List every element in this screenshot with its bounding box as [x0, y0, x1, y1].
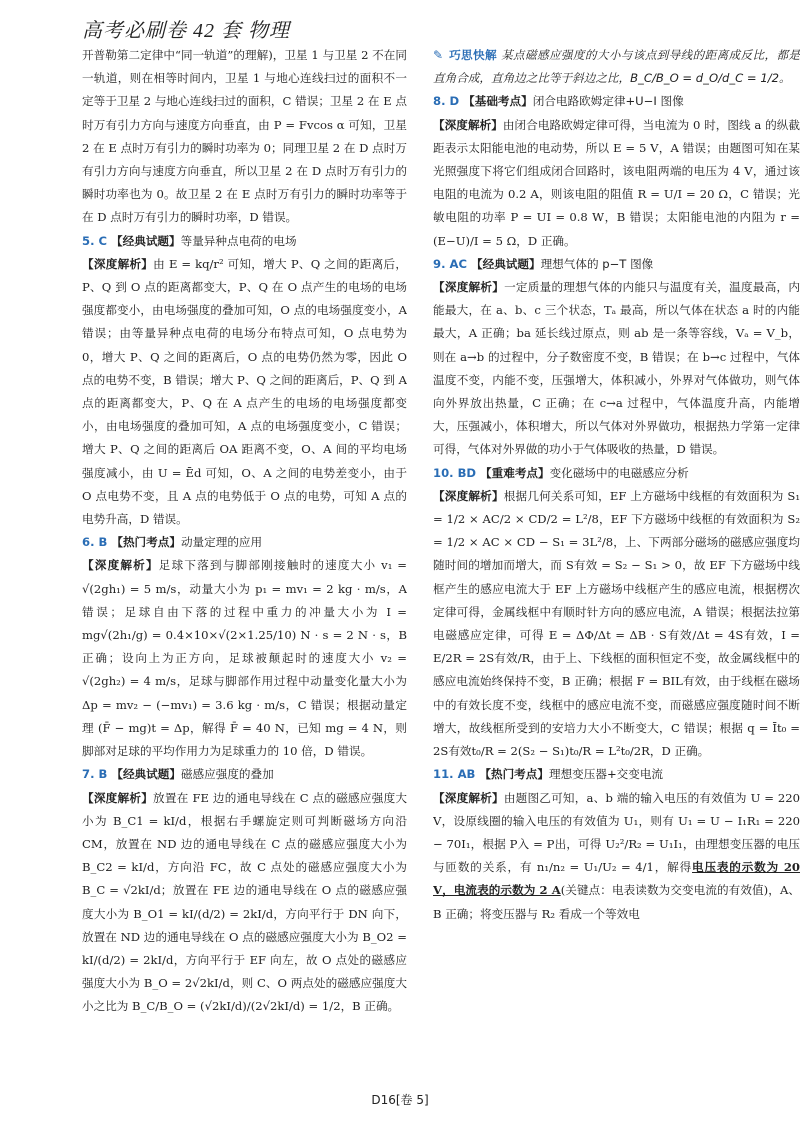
question-7-header [82, 763, 407, 786]
question-5-topic: 等量异种点电荷的电场 [180, 233, 297, 248]
question-5-label: 【深度解析】 [82, 256, 154, 271]
question-11-header [433, 763, 800, 786]
question-8-text: 由闭合电路欧姆定律可得，当电流为 0 时，图线 a 的纵截距表示太阳能电池的电动势，所以 E = 5 V，A 错误；由题图可知在某光照强度下将它们组成闭合回路时，该电阻两端的电压为 4 V，通过该电阻的电流为 0.2 A，则该电阻的阻值 R = U/I = 20 Ω，C 错误；光敏电阻的功率 P = UI = 0.8 W，B 错误；太阳能电池的内阻为 r = (E−U)/I = 5 Ω，D 正确。 [433, 117, 800, 248]
question-7-tag: 【经典试题】 [111, 767, 181, 782]
question-7-text: 放置在 FE 边的通电导线在 C 点的磁感应强度大小为 B_C1 = kI/d，根据右手螺旋定则可判断磁场方向沿 CM，放置在 ND 边的通电导线在 C 点的磁感应强度大小为 B_C2 = kI/d，方向沿 FC，故 C 点处的磁感应强度大小为 B_C = √2kI/d；放置在 FE 边的通电导线在 O 点的磁感应强度大小为 B_O1 = kI/(d/2) = 2kI/d，方向平行于 DN 向下，放置在 ND 边的通电导线在 O 点的磁感应强度大小为 B_O2 = kI/(d/2) = 2kI/d，方向平行于 EF 向左，故 O 点处的磁感应强度大小为 B_O = 2√2kI/d，则 C、O 两点处的磁感应强度大小之比为 B_C/B_O = (√2kI/d)/(2√2kI/d) = 1/2，B 正确。 [82, 790, 407, 1014]
question-9-tag: 【经典试题】 [471, 256, 541, 271]
question-7-number: 7. B [82, 767, 108, 782]
question-9-analysis [433, 276, 800, 462]
question-8-label: 【深度解析】 [433, 117, 503, 132]
question-9-label: 【深度解析】 [433, 280, 505, 295]
pencil-icon: ✎ [433, 48, 444, 62]
quick-tip [433, 44, 800, 90]
question-8-tag: 【基础考点】 [463, 94, 533, 109]
intro-paragraph: 开普勒第二定律中“同一轨道”的理解)，卫星 1 与卫星 2 不在同一轨道，则在相等时间内，卫星 1 与地心连线扫过的面积不一定等于卫星 2 与地心连线扫过的面积，C 错误；卫星 2 在 E 点时万有引力方向与速度方向垂直，由 P = Fvcos α 可知，卫星 2 在 E 点时万有引力的瞬时功率为 0；同理卫星 2 在 D 点时万有引力方向与速度方向垂直，所以卫星 2 在 D 点时万有引力的瞬时功率也为 0。故卫星 2 在 E 点时万有引力的瞬时功率等于在 D 点时万有引力的瞬时功率，D 错误。 [82, 48, 407, 225]
question-10-tag: 【重难考点】 [480, 465, 550, 480]
question-11-underlined: 电压表的示数为 20 V，电流表的示数为 2 A [433, 860, 800, 898]
left-column [82, 44, 407, 1019]
question-10-label: 【深度解析】 [433, 488, 504, 503]
page-footer: D16[卷 5] [371, 1093, 429, 1107]
question-7-label: 【深度解析】 [82, 790, 154, 805]
question-6-tag: 【热门考点】 [111, 535, 181, 550]
question-10-topic: 变化磁场中的电磁感应分析 [549, 465, 689, 480]
question-6-analysis [82, 554, 407, 763]
right-column [433, 44, 800, 926]
question-8-topic: 闭合电路欧姆定律+U−I 图像 [532, 94, 684, 109]
question-11-analysis [433, 787, 800, 926]
question-9-topic: 理想气体的 p−T 图像 [540, 256, 654, 271]
question-9-number: 9. AC [433, 256, 467, 271]
question-5-text: 由 E = kq/r² 可知，增大 P、Q 之间的距离后，P、Q 到 O 点的距离都变大，P、Q 在 O 点产生的电场的电场强度都变小，由电场强度的叠加可知，O 点的电场强度变小，A 错误；由等量异种点电荷的电场分布特点可知，O 点电势为 0，增大 P、Q 之间的距离后，O 点的电势仍然为零，因此 O 点的电势不变，B 错误；增大 P、Q 之间的距离后，P、Q 到 A 点的距离都变大，P、Q 在 A 点产生的电场的电场强度都变小，由电场强度的叠加可知，A 点的电场强度变小，C 错误；增大 P、Q 之间的距离后 OA 距离不变，O、A 间的平均电场强度减小，由 U = Ēd 可知，O、A 之间的电势差变小，由于 O 点电势不变，且 A 点的电势低于 O 点的电势，可知 A 点的电势升高，D 错误。 [82, 256, 407, 527]
question-5-tag: 【经典试题】 [111, 233, 181, 248]
question-9-text: 一定质量的理想气体的内能只与温度有关，温度最高，内能最大，在 a、b、c 三个状态，Tₐ 最高，所以气体在状态 a 时的内能最大，A 正确；ba 延长线过原点，则 ab 是一条等容线，Vₐ = V_b，则在 a→b 的过程中，分子数密度不变，B 错误；在 b→c 过程中，气体温度不变，内能不变，压强增大，体积减小，外界对气体做功，则气体向外界放出热量，C 正确；在 c→a 过程中，气体温度升高，内能增大，压强减小，体积增大，所以气体对外界做功，根据热力学第一定律可得，气体对外界做的功小于气体吸收的热量，D 错误。 [433, 280, 800, 457]
quick-tip-label: 巧思快解 [449, 48, 497, 62]
question-6-topic: 动量定理的应用 [180, 535, 263, 550]
question-5-number: 5. C [82, 233, 108, 248]
question-11-note: (关键点：电表读数为交变电流的有效值) [560, 883, 769, 898]
question-8-number: 8. D [433, 94, 460, 109]
question-6-header [82, 531, 407, 554]
question-11-number: 11. AB [433, 767, 476, 782]
question-10-header [433, 462, 800, 485]
question-5-analysis [82, 253, 407, 531]
question-8-analysis [433, 114, 800, 253]
page-header-title: 高考必刷卷 42 套 物理 [82, 20, 290, 42]
question-11-topic: 理想变压器+交变电流 [548, 767, 664, 782]
question-11-text: 由题图乙可知，a、b 端的输入电压的有效值为 U = 220 V，设原线圈的输入电压的有效值为 U₁，则有 U₁ = U − I₁R₁ = 220 − 70I₁，根据 P入 = P出，可得 U₂²/R₂ = U₁I₁，由理想变压器的电压与匝数的关系，有 n₁/n₂ = U₁/U₂ = 4/1，解得 [433, 790, 800, 875]
question-6-number: 6. B [82, 535, 108, 550]
question-6-label: 【深度解析】 [82, 558, 159, 573]
question-6-text: 足球下落到与脚部刚接触时的速度大小 v₁ = √(2gh₁) = 5 m/s，动量大小为 p₁ = mv₁ = 2 kg · m/s，A 错误；足球自由下落的过程中重力的冲量大小为 I = mg√(2h₁/g) = 0.4×10×√(2×1.25/10) N · s = 2 N · s，B 正确；设向上为正方向，足球被颠起时的速度大小 v₂ = √(2gh₂) = 4 m/s，足球与脚部作用过程中动量变化量大小为 Δp = mv₂ − (−mv₁) = 3.6 kg · m/s，C 错误；根据动量定理 (F̄ − mg)t = Δp，解得 F̄ = 40 N，已知 mg = 4 N，则脚部对足球的平均作用力为足球重力的 10 倍，D 错误。 [82, 558, 407, 759]
question-11-tag: 【热门考点】 [479, 767, 549, 782]
quick-tip-text: 某点磁感应强度的大小与该点到导线的距离成反比，都是直角合成，直角边之比等于斜边之比，B_C/B_O = d_O/d_C = 1/2。 [433, 48, 800, 86]
question-8-header [433, 90, 800, 113]
question-5-header [82, 230, 407, 253]
question-11-label: 【深度解析】 [433, 790, 504, 805]
question-10-analysis [433, 485, 800, 763]
question-9-header [433, 253, 800, 276]
question-10-text: 根据几何关系可知，EF 上方磁场中线框的有效面积为 S₁ = 1/2 × AC/2 × CD/2 = L²/8，EF 下方磁场中线框的有效面积为 S₂ = 1/2 × AC × CD − S₁ = 3L²/8，上、下两部分磁场的磁感应强度均随时间的增加而增大，而 S有效 = S₂ − S₁ > 0，故 EF 下方磁场中线框产生的感应电流大于 EF 上方磁场中线框产生的感应电流，根据楞次定律可得，金属线框中有顺时针方向的感应电流，A 错误；根据法拉第电磁感应定律，可得 E = ΔΦ/Δt = ΔB · S有效/Δt = 4S有效，I = E/2R = 2S有效/R，由于上、下线框的面积恒定不变，故金属线框中的感应电流始终保持不变，B 正确；根据 F = BIL有效，由于线框在磁场中的有效长度不变，线框中的感应电流不变，而磁感应强度随时间不断增大，故线框所受到的安培力大小不断变大，C 错误；根据 q = Īt₀ = 2S有效t₀/R = 2(S₂ − S₁)t₀/R = L²t₀/2R，D 正确。 [433, 488, 800, 759]
question-7-topic: 磁感应强度的叠加 [180, 767, 274, 782]
question-11-tail: ，A、B 正确；将变压器与 R₂ 看成一个等效电 [433, 883, 800, 921]
question-7-analysis [82, 787, 407, 1019]
question-10-number: 10. BD [433, 465, 477, 480]
